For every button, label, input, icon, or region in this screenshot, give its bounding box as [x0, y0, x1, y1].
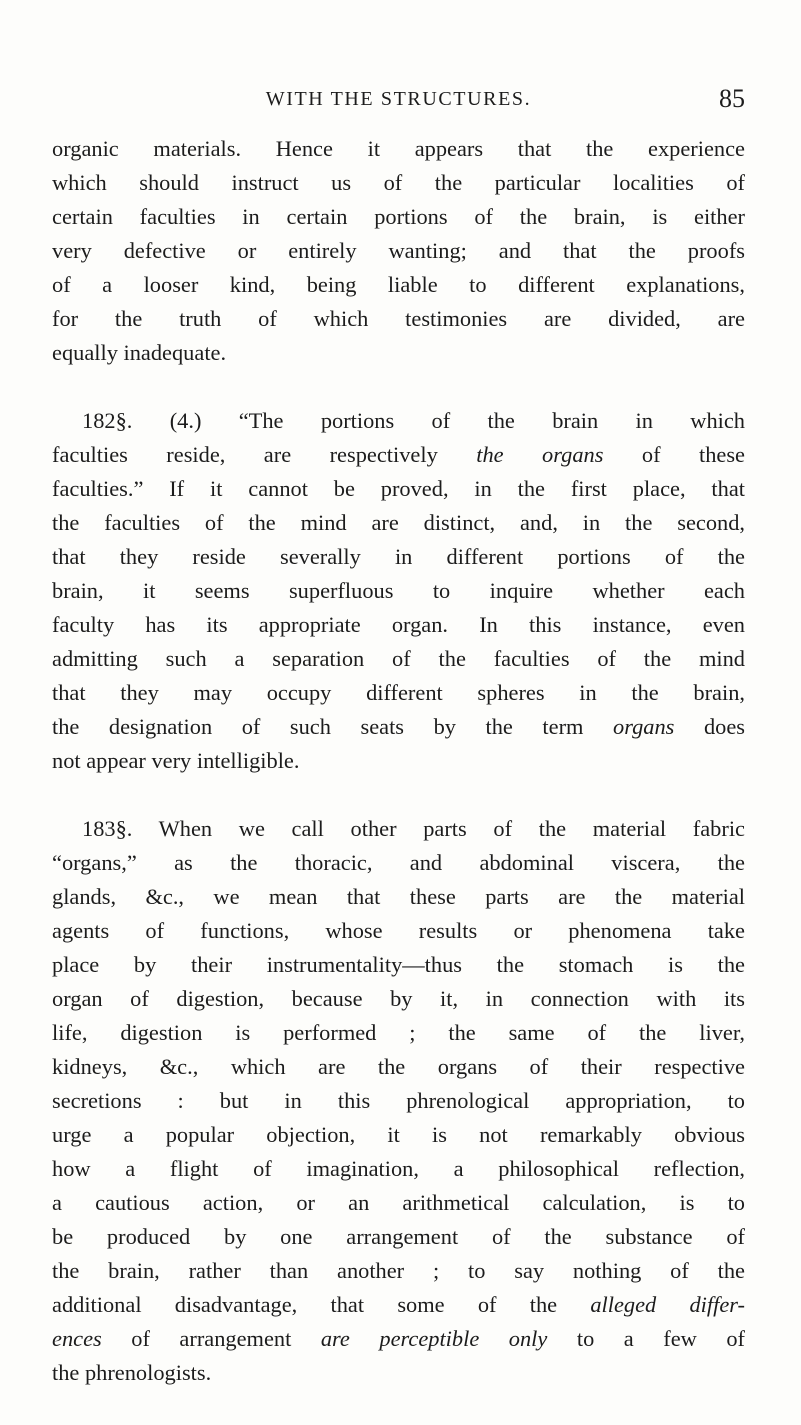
- text-run: additional disadvantage, that some of the: [52, 1292, 591, 1317]
- paragraph-183: [52, 812, 745, 1390]
- text-line: the brain, rather than another ; to say nothing of the: [52, 1258, 745, 1283]
- text-line: “organs,” as the thoracic, and abdominal viscera, the: [52, 850, 745, 875]
- text-line: the faculties of the mind are distinct, and, in the second,: [52, 510, 745, 535]
- text-line: for the truth of which testimonies are divided, are: [52, 306, 745, 331]
- paragraph-gap: [52, 370, 745, 404]
- italic-term: are perceptible only: [320, 1326, 548, 1351]
- text-line: the phrenologists.: [52, 1360, 212, 1385]
- text-line: place by their instrumentality—thus the stomach is the: [52, 952, 745, 977]
- text-line: of a looser kind, being liable to different explanations,: [52, 272, 745, 297]
- text-line: not appear very intelligible.: [52, 748, 300, 773]
- italic-term: ences: [52, 1326, 102, 1351]
- text-line: organic materials. Hence it appears that the experience: [52, 136, 745, 161]
- text-line: [52, 710, 745, 744]
- text-line: kidneys, &c., which are the organs of their respective: [52, 1054, 745, 1079]
- paragraph-gap: [52, 778, 745, 812]
- text-line: urge a popular objection, it is not remarkably obvious: [52, 1122, 745, 1147]
- text-line: faculties.” If it cannot be proved, in the first place, that: [52, 476, 745, 501]
- text-line: admitting such a separation of the faculties of the mind: [52, 646, 745, 671]
- text-run: of arrangement: [101, 1326, 321, 1351]
- paragraph-1: [52, 132, 745, 370]
- text-line: organ of digestion, because by it, in connection with its: [52, 986, 745, 1011]
- text-line: brain, it seems superfluous to inquire whether each: [52, 578, 745, 603]
- text-run: the designation of such seats by the term: [52, 714, 614, 739]
- text-run: of these: [603, 442, 745, 467]
- italic-term: alleged differ-: [590, 1292, 745, 1317]
- body-text: [52, 132, 745, 1390]
- running-head: [52, 84, 745, 114]
- text-line: very defective or entirely wanting; and that the proofs: [52, 238, 745, 263]
- text-run: does: [674, 714, 745, 739]
- text-line: life, digestion is performed ; the same of the liver,: [52, 1020, 745, 1045]
- text-line: how a flight of imagination, a philosophical reflection,: [52, 1156, 745, 1181]
- text-line: 182§. (4.) “The portions of the brain in which: [82, 408, 745, 433]
- text-line: glands, &c., we mean that these parts are the material: [52, 884, 745, 909]
- paragraph-182: [52, 404, 745, 778]
- text-line: 183§. When we call other parts of the material fabric: [82, 816, 745, 841]
- page-number: 85: [719, 84, 745, 113]
- text-line: be produced by one arrangement of the substance of: [52, 1224, 745, 1249]
- text-run: faculties reside, are respectively: [52, 442, 477, 467]
- text-line: faculty has its appropriate organ. In this instance, even: [52, 612, 745, 637]
- italic-term: the organs: [476, 442, 604, 467]
- text-line: which should instruct us of the particular localities of: [52, 170, 745, 195]
- text-run: to a few of: [547, 1326, 745, 1351]
- running-title: WITH THE STRUCTURES.: [265, 88, 532, 110]
- text-line: [52, 438, 745, 472]
- text-line: a cautious action, or an arithmetical calculation, is to: [52, 1190, 745, 1215]
- italic-term: organs: [613, 714, 675, 739]
- text-line: certain faculties in certain portions of the brain, is either: [52, 204, 745, 229]
- text-line: that they reside severally in different portions of the: [52, 544, 745, 569]
- text-line: [52, 1288, 745, 1322]
- text-line: secretions : but in this phrenological appropriation, to: [52, 1088, 745, 1113]
- text-line: [52, 1322, 745, 1356]
- text-line: that they may occupy different spheres in the brain,: [52, 680, 745, 705]
- text-line: equally inadequate.: [52, 340, 227, 365]
- text-line: agents of functions, whose results or phenomena take: [52, 918, 745, 943]
